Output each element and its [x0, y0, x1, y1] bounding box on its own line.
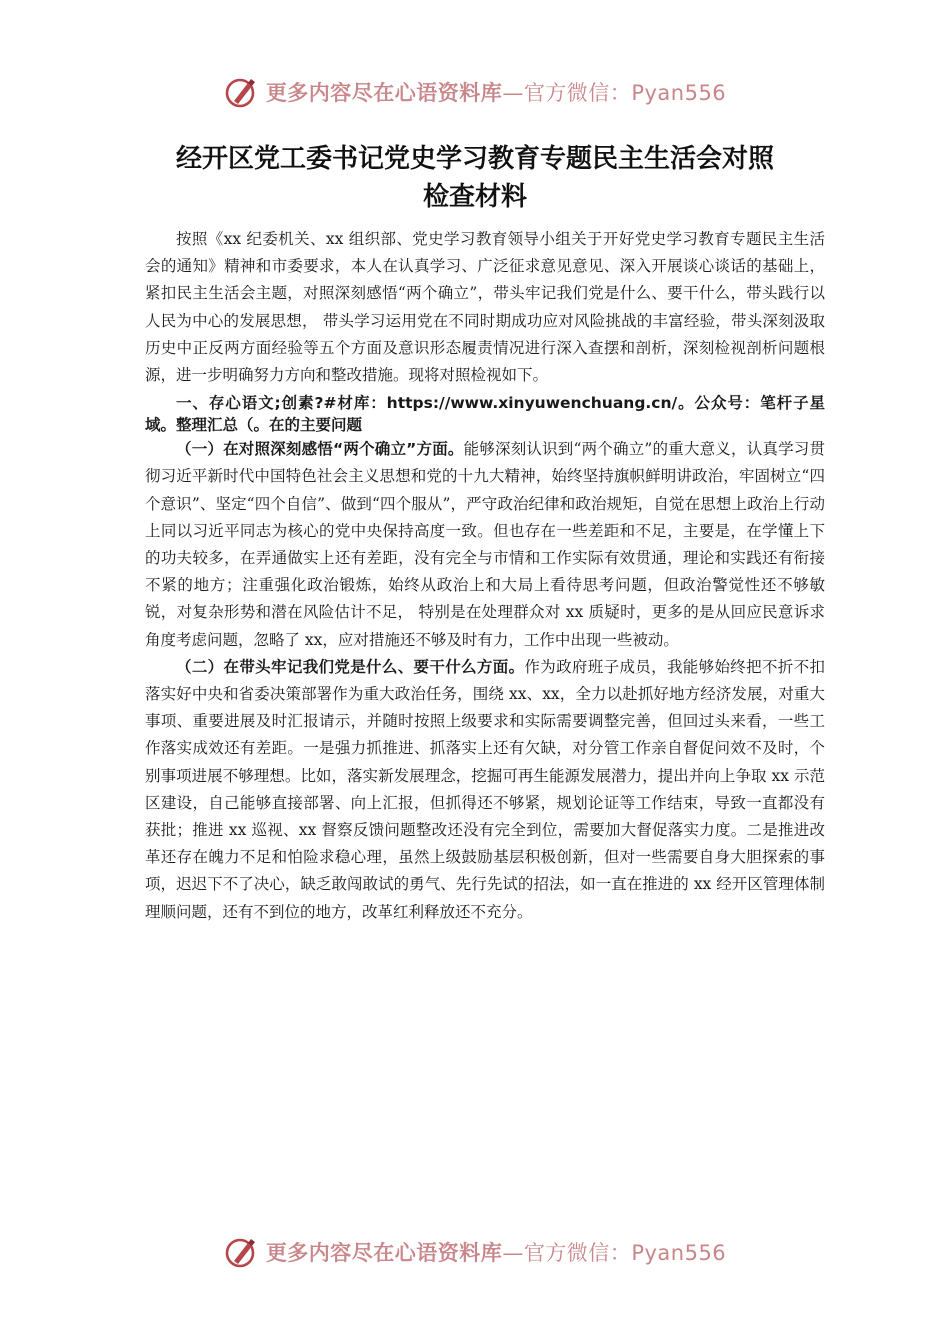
banner-text [266, 77, 726, 107]
subsection-1-body: 能够深刻认识到“两个确立”的重大意义，认真学习贯彻习近平新时代中国特色社会主义思想和党的十九大精神，始终坚持旗帜鲜明讲政治，牢固树立“四个意识”、坚定“四个自信”、做到“四个服从”，严守政治纪律和政治规矩，自觉在思想上政治上行动上同以习近平同志为核心的党中央保持高度一致。但也存在一些差距和不足，主要是，在学懂上下的功夫较多，在弄通做实上还有差距，没有完全与市情和工作实际有效贯通，理论和实践还有衔接不紧的地方；注重强化政治锻炼，始终从政治上和大局上看待思考问题，但政治警觉性还不够敏锐，对复杂形势和潜在风险估计不足， 特别是在处理群众对 xx 质疑时，更多的是从回应民意诉求角度考虑问题，忽略了 xx，应对措施还不够及时有力，工作中出现一些被动。 [145, 440, 825, 649]
banner-account: Pyan556 [631, 1241, 727, 1265]
banner-account: Pyan556 [631, 81, 727, 105]
subsection-2-body: 作为政府班子成员，我能够始终把不折不扣落实好中央和省委决策部署作为重大政治任务，围绕 xx、xx，全力以赴抓好地方经济发展，对重大事项、重要进展及时汇报请示，并随时按照上级要求和实际需要调整完善，但回过头来看，一些工作落实成效还有差距。一是强力抓推进、抓落实上还有欠缺，对分管工作亲自督促问效不及时，个别事项进展不够理想。比如，落实新发展理念，挖掘可再生能源发展潜力，提出并向上争取 xx 示范区建设，自己能够直接部署、向上汇报，但抓得还不够紧，规划论证等工作结束，导致一直都没有获批；推进 xx 巡视、xx 督察反馈问题整改还没有完全到位，需要加大督促落实力度。二是推进改革还存在魄力不足和怕险求稳心理，虽然上级鼓励基层积极创新，但对一些需要自身大胆探索的事项，迟迟下不了决心，缺乏敢闯敢试的勇气、先行先试的招法，如一直在推进的 xx 经开区管理体制理顺问题，还有不到位的地方，改革红利释放还不充分。 [145, 657, 825, 921]
header-watermark-banner [0, 72, 950, 112]
subsection-2-paragraph [145, 654, 825, 926]
banner-brand: 更多内容尽在心语资料库 [265, 81, 503, 105]
pen-in-circle-icon [224, 74, 260, 110]
footer-watermark-banner [0, 1232, 950, 1272]
banner-brand: 更多内容尽在心语资料库 [265, 1241, 503, 1265]
intro-paragraph: 按照《xx 纪委机关、xx 组织部、党史学习教育领导小组关于开好党史学习教育专题民主生活会的通知》精神和市委要求，本人在认真学习、广泛征求意见意见、深入开展谈心谈话的基础上，紧扣民主生活会主题，对照深刻感悟“两个确立”，带头牢记我们党是什么、要干什么，带头践行以人民为中心的发展思想， 带头学习运用党在不同时期成功应对风险挑战的丰富经验，带头深刻汲取历史中正反两方面经验等五个方面及意识形态履责情况进行深入查摆和剖析，深刻检视剖析问题根源，进一步明确努力方向和整改措施。现将对照检视如下。 [145, 230, 825, 385]
title-line-2: 检查材料 [422, 182, 527, 212]
subsection-1-paragraph [145, 436, 825, 654]
banner-separator: —官方微信： [502, 1241, 632, 1265]
banner-separator: —官方微信： [502, 81, 632, 105]
pen-in-circle-icon [224, 1234, 260, 1270]
title-line-1: 经开区党工委书记党史学习教育专题民主生活会对照 [175, 144, 774, 174]
section-heading-1: 一、存心语文;创素?#材库：https://www.xinyuwenchuang.cn/。公众号：笔杆子星域。整理汇总（。在的主要问题 [145, 394, 825, 435]
subsection-1-title: （一）在对照深刻感悟“两个确立”方面。 [176, 440, 464, 459]
subsection-2-title: （二）在带头牢记我们党是什么、要干什么方面。 [176, 657, 525, 676]
document-title [130, 140, 820, 216]
banner-text [266, 1237, 726, 1267]
document-body [145, 226, 825, 926]
